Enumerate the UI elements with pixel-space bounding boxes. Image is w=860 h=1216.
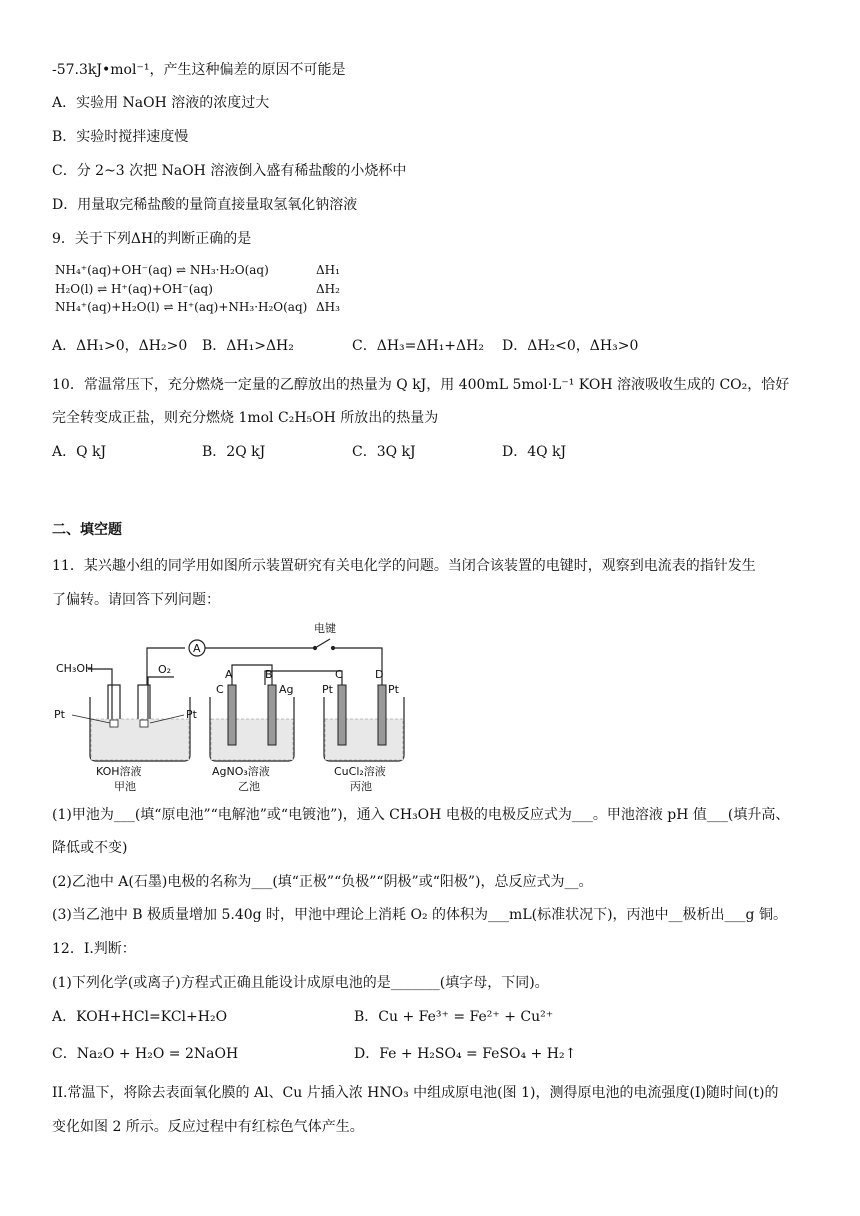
q10-line-2: 完全转变成正盐，则充分燃烧 1mol C₂H₅OH 所放出的热量为	[52, 410, 439, 426]
cell-jia-label: 甲池	[114, 780, 136, 793]
q9-equation-2: H₂O(l) ⇌ H⁺(aq)+OH⁻(aq)	[55, 282, 213, 296]
q11-part-3: (3)当乙池中 B 极质量增加 5.40g 时，甲池中理论上消耗 O₂ 的体积为___mL(标准状况下)，丙池中__极析出___g 铜。	[52, 907, 787, 923]
q10-option-b: B．2Q kJ	[202, 444, 266, 460]
q12-option-b: B．Cu + Fe³⁺ = Fe²⁺ + Cu²⁺	[354, 1009, 554, 1025]
q10-option-a: A．Q kJ	[52, 444, 107, 460]
q9-equation-3: NH₄⁺(aq)+H₂O(l) ⇌ H⁺(aq)+NH₃·H₂O(aq)	[55, 300, 308, 314]
electrode-b-label: B	[265, 668, 273, 681]
pt-right-label: Pt	[186, 708, 197, 721]
silver-electrode-label: Ag	[279, 683, 294, 696]
switch-label: 电键	[314, 622, 336, 635]
q9-dh-2: ΔH₂	[316, 282, 340, 296]
q9-equation-1: NH₄⁺(aq)+OH⁻(aq) ⇌ NH₃·H₂O(aq)	[55, 263, 269, 277]
q10-line-1: 10．常温常压下，充分燃烧一定量的乙醇放出的热量为 Q kJ，用 400mL 5mol·L⁻¹ KOH 溶液吸收生成的 CO₂，恰好	[52, 377, 790, 393]
q12-part-ii-line-2: 变化如图 2 所示。反应过程中有红棕色气体产生。	[52, 1119, 364, 1135]
electrochemistry-apparatus-figure	[52, 615, 412, 795]
q12-part-1: (1)下列化学(或离子)方程式正确且能设计成原电池的是_______(填字母，下同)。	[52, 975, 549, 991]
q8-continuation: -57.3kJ•mol⁻¹，产生这种偏差的原因不可能是	[52, 62, 346, 78]
q10-option-c: C．3Q kJ	[352, 444, 416, 460]
q9-dh-3: ΔH₃	[316, 300, 340, 314]
electrode-c-label: C	[335, 668, 343, 681]
q8-option-d: D．用量取完稀盐酸的量筒直接量取氢氧化钠溶液	[52, 197, 358, 213]
pt-left-label: Pt	[54, 708, 65, 721]
q11-part-2: (2)乙池中 A(石墨)电极的名称为___(填“正极”“负极”“阴极”或“阳极”)，总反应式为__。	[52, 874, 593, 890]
koh-solution-label: KOH溶液	[96, 765, 142, 778]
cell-bing-label: 丙池	[350, 780, 372, 793]
q11-part-1b: 降低或不变)	[52, 840, 128, 856]
agno3-solution-label: AgNO₃溶液	[212, 765, 270, 778]
q11-line-2: 了偏转。请回答下列问题：	[52, 592, 220, 608]
electrode-d-label: D	[375, 668, 384, 681]
o2-label: O₂	[158, 663, 172, 676]
pt-electrode-c-label: Pt	[322, 683, 333, 696]
switch-icon	[315, 639, 330, 648]
section-heading: 二、填空题	[52, 522, 122, 538]
q12-part-ii-line-1: II.常温下，将除去表面氧化膜的 Al、Cu 片插入浓 HNO₃ 中组成原电池(图 1)，测得原电池的电流强度(I)随时间(t)的	[52, 1085, 779, 1101]
q9-dh-1: ΔH₁	[316, 263, 340, 277]
q8-option-a: A．实验用 NaOH 溶液的浓度过大	[52, 95, 270, 111]
q9-option-d: D．ΔH₂<0，ΔH₃>0	[502, 338, 639, 354]
q11-part-1a: (1)甲池为___(填“原电池”“电解池”或“电镀池”)，通入 CH₃OH 电极的电极反应式为___。甲池溶液 pH 值___(填升高、	[52, 807, 790, 823]
q9-stem: 9．关于下列ΔH的判断正确的是	[52, 231, 252, 247]
q12-option-c: C．Na₂O + H₂O = 2NaOH	[52, 1046, 239, 1062]
ammeter-label: A	[193, 642, 201, 655]
q12-option-a: A．KOH+HCl=KCl+H₂O	[52, 1009, 228, 1025]
q8-option-b: B．实验时搅拌速度慢	[52, 129, 189, 145]
q12-title: 12．I.判断：	[52, 941, 136, 957]
electrode-a-label: A	[225, 668, 233, 681]
q9-option-b: B．ΔH₁>ΔH₂	[202, 338, 294, 354]
q12-option-d: D．Fe + H₂SO₄ = FeSO₄ + H₂↑	[354, 1046, 577, 1062]
q9-option-c: C．ΔH₃=ΔH₁+ΔH₂	[352, 338, 484, 354]
q10-option-d: D．4Q kJ	[502, 444, 567, 460]
carbon-electrode-label: C	[216, 683, 224, 696]
cucl2-solution-label: CuCl₂溶液	[334, 765, 386, 778]
q8-option-c: C．分 2~3 次把 NaOH 溶液倒入盛有稀盐酸的小烧杯中	[52, 163, 407, 179]
pt-electrode-d-label: Pt	[388, 683, 399, 696]
cell-yi-label: 乙池	[238, 780, 260, 793]
ch3oh-label: CH₃OH	[56, 662, 94, 675]
q11-line-1: 11．某兴趣小组的同学用如图所示装置研究有关电化学的问题。当闭合该装置的电键时，观察到电流表的指针发生	[52, 558, 756, 574]
q9-option-a: A．ΔH₁>0，ΔH₂>0	[52, 338, 188, 354]
